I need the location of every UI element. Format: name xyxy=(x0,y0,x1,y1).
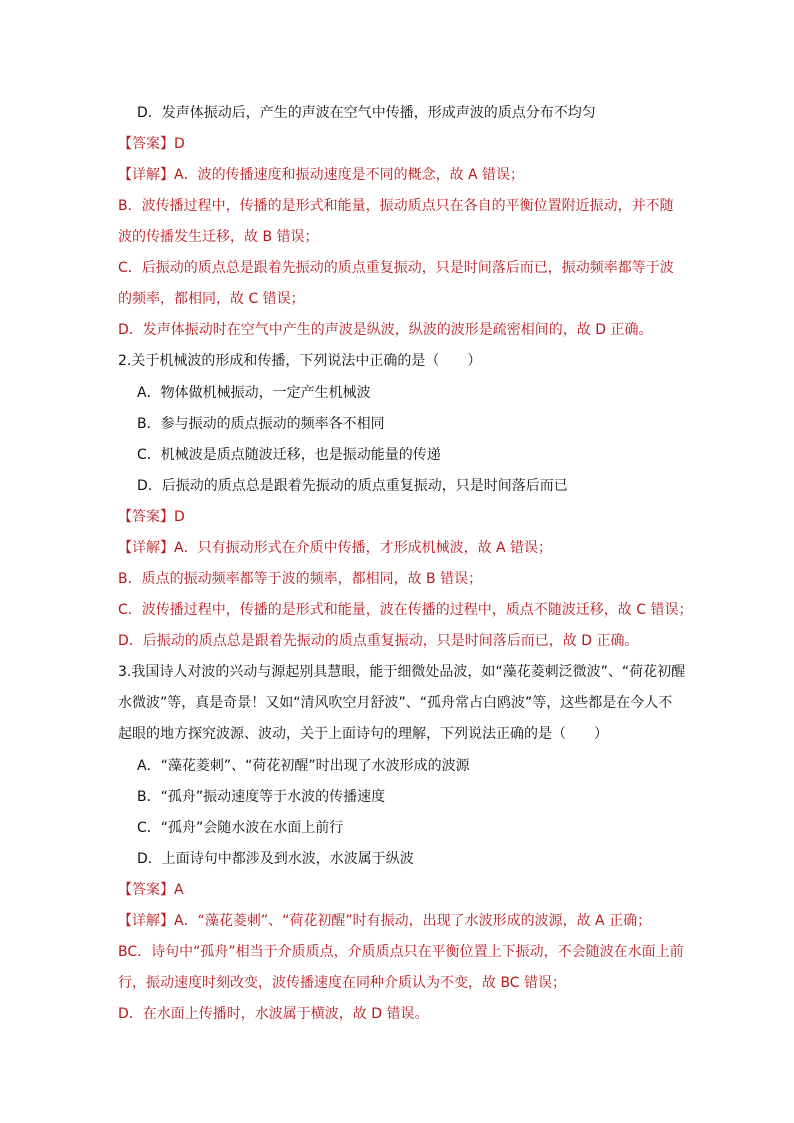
q2-option-d: D．后振动的质点总是跟着先振动的质点重复振动，只是时间落后而已 xyxy=(137,478,568,494)
q1-explanation-b-2: 波的传播发生迁移，故 B 错误； xyxy=(118,229,319,245)
q2-option-a: A．物体做机械振动，一定产生机械波 xyxy=(137,385,371,401)
q3-answer: 【答案】A xyxy=(118,882,184,898)
q2-option-b: B．参与振动的质点振动的频率各不相同 xyxy=(137,416,385,432)
q1-explanation-a: 【详解】A．波的传播速度和振动速度是不同的概念，故 A 错误； xyxy=(118,167,525,183)
q2-explanation-c: C．波传播过程中，传播的是形式和能量，波在传播的过程中，质点不随波迁移，故 C 错误； xyxy=(118,602,693,618)
q2-explanation-d: D．后振动的质点总是跟着先振动的质点重复振动，只是时间落后而已，故 D 正确。 xyxy=(118,633,639,649)
q1-explanation-b-1: B．波传播过程中，传播的是形式和能量，振动质点只在各自的平衡位置附近振动，并不随 xyxy=(118,198,674,214)
q2-option-c: C．机械波是质点随波迁移，也是振动能量的传递 xyxy=(137,447,441,463)
q2-explanation-b: B．质点的振动频率都等于波的频率，都相同，故 B 错误； xyxy=(118,571,483,587)
q3-explanation-a: 【详解】A．“藻花菱刺”、“荷花初醒”时有振动，出现了水波形成的波源，故 A 正确； xyxy=(118,913,652,929)
q1-answer: 【答案】D xyxy=(118,136,185,152)
q3-option-a: A．“藻花菱刺”、“荷花初醒”时出现了水波形成的波源 xyxy=(137,758,470,774)
q3-explanation-d: D．在水面上传播时，水波属于横波，故 D 错误。 xyxy=(118,1006,429,1022)
q3-option-b: B．“孤舟”振动速度等于水波的传播速度 xyxy=(137,789,386,805)
q1-explanation-c-2: 的频率，都相同，故 C 错误； xyxy=(118,291,305,307)
q3-explanation-bc-1: BC．诗句中“孤舟”相当于介质质点，介质质点只在平衡位置上下振动，不会随波在水面上前 xyxy=(118,944,684,960)
q1-option-d: D．发声体振动后，产生的声波在空气中传播，形成声波的质点分布不均匀 xyxy=(137,105,596,121)
q3-option-d: D．上面诗句中都涉及到水波，水波属于纵波 xyxy=(137,851,414,867)
q3-explanation-bc-2: 行，振动速度时刻改变，波传播速度在同种介质认为不变，故 BC 错误； xyxy=(118,975,567,991)
q3-option-c: C．“孤舟”会随水波在水面上前行 xyxy=(137,820,344,836)
q2-stem: 2.关于机械波的形成和传播，下列说法中正确的是（ ） xyxy=(118,353,482,369)
q2-answer: 【答案】D xyxy=(118,509,185,525)
q3-stem-1: 3.我国诗人对波的兴动与源起别具慧眼，能于细微处品波，如“藻花菱刺泛微波”、“荷花初醒 xyxy=(118,664,686,680)
q3-stem-2: 水微波”等，真是奇景！又如“清风吹空月舒波”、“孤舟常占白鸥波”等，这些都是在今人不 xyxy=(118,695,673,711)
q3-stem-3: 起眼的地方探究波源、波动，关于上面诗句的理解，下列说法正确的是（ ） xyxy=(118,726,608,742)
q1-explanation-c-1: C．后振动的质点总是跟着先振动的质点重复振动，只是时间落后而已，振动频率都等于波 xyxy=(118,260,674,276)
q1-explanation-d: D．发声体振动时在空气中产生的声波是纵波，纵波的波形是疏密相间的，故 D 正确。 xyxy=(118,322,653,338)
q2-explanation-a: 【详解】A．只有振动形式在介质中传播，才形成机械波，故 A 错误； xyxy=(118,540,553,556)
